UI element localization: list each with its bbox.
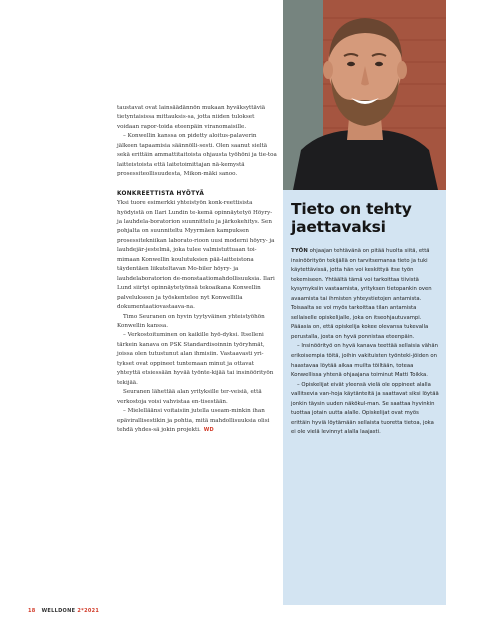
article-paragraph: Yksi tuore esimerkki yhteistyön konk-reettisista hyödyistä on Ilari Lundin te-kemä opinnäytetyö Höyry- ja lauhdela-boratorion suunnittelu ja järkokehitys. Sen pohjalta on suunniteltu Myyrmäen kampuksen prosessitekniikan laborato-rioon uusi moderni höyry- ja lauhdejär-jestelmä, joka tulee valmistuttuaan toi-mimaan Konwellin koulutuksien pää-laitteistona täydentäen liikuteltavan Mo-biler höyry- ja lauhdelaboratorion de-monstaatiomahdollisuuksia. Ilari Lund siirtyi opinnäytetyönsä tekoaikana Konwellin palvelukseen ja työskentelee nyt Konwellilla dokumentaatiovastaava-na. (117, 200, 275, 311)
end-mark: WD (203, 426, 214, 433)
sidebar-box (283, 190, 446, 605)
article-paragraph: taustavat ovat lainsäädännön mukaan hyväksyttäviä tietyntaisissa mittauksis-sa, jotta niiden tulokset voidaan rapor-toida eteenpäin viranomaisille. (117, 105, 266, 130)
article-paragraph: – Konwellin kanssa on pidetty aloitus-palaverin jälkeen tapaamisia säännölli-sesti. Olen saanut sieltä sekä erittäin ammattitaitoista ohjausta työhöni ja tie-toa laitteistoista että laitetoimittajan nä-kemystä prosessiteollisuudesta, Mikon-mäki sanoo. (117, 133, 277, 178)
sidebar-paragraph: – Insinöörityö on hyvä kanava teettää sellaisia vähän erikoisempia töitä, joihin vakituisten työnteki-jöiden on haastavaa löytää aikaa muilta töiltään, toteaa Konwellissa yhtenä ohjaajana toiminut Matti Toikka. (291, 343, 438, 379)
sidebar-paragraph: – Opiskelijat eivät yleensä vielä ole oppineet alalla vallitsevia van-hoja käytänteitä ja saattavat siksi löytää jonkin täysin uuden näkökul-man. Se saattaa hyvinkin tuottaa jotain uutta alalle. Opiskelijat ovat myös erittäin hyviä löytämään sellaista tuoretta tietoa, joka ei ole vielä levinnyt alalla laajasti. (291, 381, 439, 436)
article-main-column (117, 104, 277, 435)
portrait-illustration (283, 0, 446, 190)
sidebar-paragraph-text: ohjaajan tehtävänä on pitää huolta siitä, että insinöörityön tekijällä on tarvitsemansa tieto ja tuki käytettävissä, jotta hän voi keskittyä itse työn tekemiseen. Yhtäältä tämä voi tarkoittaa tiivistä kysymyksiin vastaamista, yrityksen tietopankin oven avaamista tai ihmisten yhteystietojen antamista. Toisaalta se voi myös tarkoittaa tilan antamista sellaiselle opiskelijalle, joka on itseohjautuvampi. Pääasia on, että opiskelija kokee olevansa tukevalla perustalla, josta on hyvä ponnistaa eteenpäin. (291, 248, 432, 340)
sidebar-heading: Tieto on tehty jaettavaksi (291, 200, 412, 236)
portrait-photo (283, 0, 446, 190)
publication-name: WELLDONE (41, 608, 76, 614)
page-number: 18 (28, 608, 36, 614)
section-heading: KONKREETTISTA HYÖTYÄ (117, 190, 205, 197)
article-paragraph: – Verkostoituminen on kaikille hyö-dyksi. Itselleni tärkein kanava on PSK Standardisoinnin työryhmät, joissa olen tutustunut alan ihmisiin. Vastaavasti yri-tykset ovat oppineet tuntemaan minut ja ottavat yhteyttä etsiessään hyvää työnte-kijää tai insinöörityön tekijää. (117, 332, 274, 386)
article-paragraph: Timo Seuranen on hyvin tyytyväinen yhteistyöhön Konwellin kanssa. (117, 313, 265, 329)
page-footer (28, 608, 99, 614)
article-paragraph-text: – Mielelläänsi voitaisiin jutella useam-minkin ihan epävirallisestikin ja pohtia, mitä mahdollisuuksia olisi tehdä yhdes-sä jokin projekti. (117, 408, 270, 433)
sidebar-body (291, 247, 439, 438)
sidebar-paragraph (291, 247, 439, 342)
publication-issue: 2*2021 (77, 608, 100, 614)
article-paragraph-last (117, 407, 277, 435)
lead-word: TYÖN (291, 248, 308, 254)
article-paragraph: Seuranen lähettää alan yrityksille ter-veisiä, että verkostoja voisi vahvistaa en-tisestään. (117, 389, 262, 405)
